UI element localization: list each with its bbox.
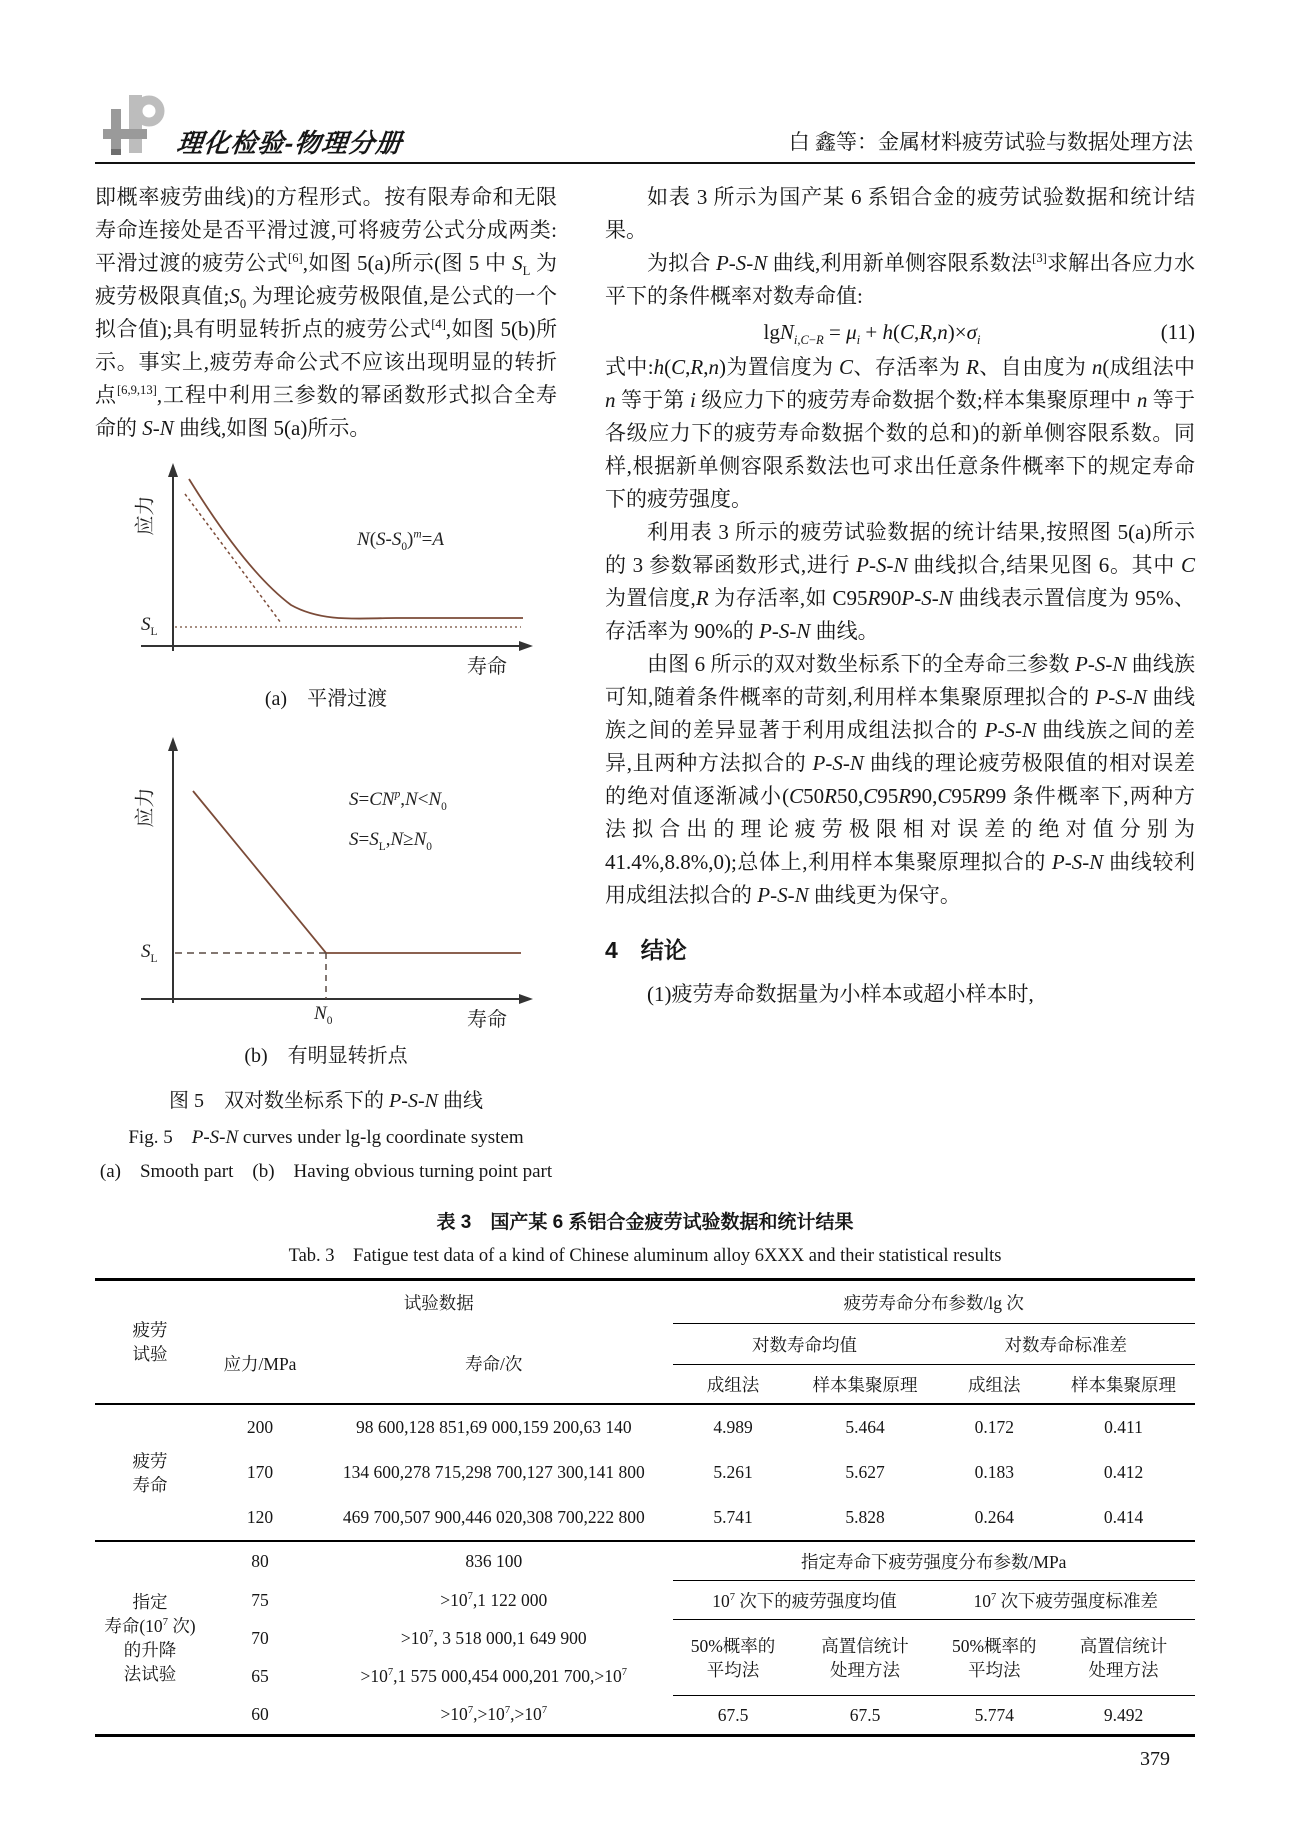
cell-strength-value: 67.5 bbox=[849, 1704, 881, 1725]
table-3 bbox=[95, 1278, 1195, 1737]
table-row bbox=[95, 1495, 1195, 1541]
cell-life: $>10^7,1$ 122 000 bbox=[440, 1589, 548, 1610]
header-dist-params: 疲劳寿命分布参数/lg 次 bbox=[673, 1280, 1196, 1324]
cell-strength-value: 9.492 bbox=[1103, 1704, 1144, 1725]
header-test-data: 试验数据 bbox=[403, 1292, 474, 1313]
table-header-row bbox=[95, 1324, 1195, 1365]
figure-5a bbox=[111, 459, 541, 678]
cell-stress: 170 bbox=[246, 1462, 274, 1482]
header-group-label: 疲劳 试验 bbox=[95, 1280, 205, 1405]
running-head: 白 鑫等：金属材料疲劳试验与数据处理方法 bbox=[788, 130, 1193, 154]
equation-11 bbox=[605, 313, 1195, 351]
left-column bbox=[95, 181, 557, 1183]
figure-b-formula-1: $S=CN^p,N<N_0$ bbox=[349, 788, 447, 813]
cell-mean-group: 4.989 bbox=[713, 1417, 753, 1437]
paragraph: 为拟合 P-S-N 曲线,利用新单侧容限系数法[3]求解出各应力水平下的条件概率对数寿命值: bbox=[605, 251, 1196, 308]
header-sample-agg: 样本集聚原理 bbox=[794, 1365, 937, 1405]
table-row bbox=[95, 1581, 1195, 1620]
cell-mean-agg: 5.464 bbox=[845, 1417, 885, 1437]
header-method-mean: 50%概率的 平均法 bbox=[673, 1620, 794, 1696]
cell-std-agg: 0.412 bbox=[1103, 1462, 1144, 1482]
cell-stress: 80 bbox=[251, 1550, 269, 1571]
figure5-caption-cn: 图 5 双对数坐标系下的 P-S-N 曲线 bbox=[169, 1090, 483, 1112]
cell-life: 469 700,507 900,446 020,308 700,222 800 bbox=[315, 1495, 673, 1541]
header-group-method: 成组法 bbox=[673, 1365, 794, 1405]
table-3-title-cn: 表 3 国产某 6 系铝合金疲劳试验数据和统计结果 bbox=[436, 1212, 854, 1233]
figure-5b bbox=[111, 731, 541, 1031]
table-row bbox=[95, 1404, 1195, 1450]
paragraph: 即概率疲劳曲线)的方程形式。按有限寿命和无限寿命连接处是否平滑过渡,可将疲劳公式分成两类:平滑过渡的疲劳公式[6],如图 5(a)所示(图 5 中 $S_L$ 为疲劳极限真值$;S_0$ 为理论疲劳极限值,是公式的一个拟合值);具有明显转折点的疲劳公式[4],如图 5(b)所示。事实上,疲劳寿命公式不应该出现明显的转折点[6,9,13],工程中利用三参数的幂函数形式拟合全寿命的 S-N 曲线,如图 5(a)所示。 bbox=[95, 185, 558, 440]
figure-b-y-axis-label: 应力 bbox=[134, 787, 157, 828]
cell-stress: 65 bbox=[251, 1666, 269, 1686]
cell-stress: 120 bbox=[205, 1495, 315, 1541]
table-row bbox=[95, 1696, 1195, 1736]
figure-b-sl-label: $S_L$ bbox=[141, 941, 158, 965]
cell-std-agg: 0.414 bbox=[1052, 1495, 1195, 1541]
cell-life: 98 600,128 851,69 000,159 200,63 140 bbox=[355, 1417, 632, 1437]
section-4-heading: 4 结论 bbox=[605, 937, 687, 963]
page-content bbox=[95, 181, 1195, 1737]
header-strength-params: 指定寿命下疲劳强度分布参数/MPa bbox=[673, 1541, 1196, 1581]
row-group-updown-test: 指定 寿命($10^7$ 次) 的升降 法试验 bbox=[104, 1592, 196, 1684]
paragraph: (1)疲劳寿命数据量为小样本或超小样本时, bbox=[647, 982, 1034, 1006]
figure-a-sl-label: $S_L$ bbox=[141, 614, 158, 638]
cell-stress: 60 bbox=[251, 1704, 269, 1725]
table-header-row bbox=[95, 1280, 1195, 1324]
table-row bbox=[95, 1450, 1195, 1495]
cell-life: $>10^7$, 3 518 000,1 649 900 bbox=[400, 1628, 587, 1648]
cell-mean-group: 5.261 bbox=[713, 1462, 753, 1482]
paragraph: 式中:h(C,R,n)为置信度为 C、存活率为 R、自由度为 n(成组法中 n 等于第 i 级应力下的疲劳寿命数据个数;样本集聚原理中 n 等于各级应力下的疲劳寿命数据个数的总和)的新单侧容限系数。同样,根据新单侧容限系数法也可求出任意条件概率下的规定寿命下的疲劳强度。 bbox=[605, 355, 1196, 511]
cell-life: $>10^7,1$ 575 000,454 000,201 $700,>10^7$ bbox=[360, 1666, 627, 1686]
figure-a-x-axis-label: 寿命 bbox=[467, 656, 507, 678]
equation-11-number: (11) bbox=[1160, 320, 1195, 344]
right-column bbox=[605, 181, 1195, 1183]
header-stress: 应力/MPa bbox=[205, 1324, 315, 1405]
journal-logo-icon bbox=[103, 93, 165, 162]
cell-life: $>10^7,>10^7,>10^7$ bbox=[440, 1704, 548, 1725]
journal-name: 理化检验-物理分册 bbox=[175, 128, 405, 158]
cell-stress: 70 bbox=[251, 1628, 269, 1648]
cell-std-agg: 0.411 bbox=[1104, 1417, 1143, 1437]
figure-b-n0-label: $N_0$ bbox=[314, 1003, 333, 1027]
header-log-mean: 对数寿命均值 bbox=[673, 1324, 937, 1365]
paragraph: 利用表 3 所示的疲劳试验数据的统计结果,按照图 5(a)所示的 3 参数幂函数形式,进行 P-S-N 曲线拟合,结果见图 6。其中 C 为置信度,R 为存活率,如 C95R90P-S-N 曲线表示置信度为 95%、存活率为 90%的 P-S-N 曲线。 bbox=[605, 520, 1196, 643]
cell-stress: 75 bbox=[251, 1589, 269, 1610]
cell-life: 836 100 bbox=[465, 1550, 523, 1571]
figure-a-y-axis-label: 应力 bbox=[134, 495, 157, 536]
figure-b-caption: (b) 有明显转折点 bbox=[244, 1045, 408, 1067]
cell-mean-agg: 5.828 bbox=[794, 1495, 937, 1541]
cell-std-group: 0.172 bbox=[974, 1417, 1014, 1437]
header-sample-agg: 样本集聚原理 bbox=[1052, 1365, 1195, 1405]
header-life: 寿命/次 bbox=[315, 1324, 673, 1405]
cell-std-group: 0.264 bbox=[937, 1495, 1053, 1541]
table-row bbox=[95, 1541, 1195, 1581]
header-strength-std: $10^7$ 次下疲劳强度标准差 bbox=[937, 1581, 1196, 1620]
table-3-section bbox=[95, 1207, 1195, 1737]
figure5-caption-sub: (a) Smooth part (b) Having obvious turning point part bbox=[99, 1161, 553, 1182]
figure5-caption-en: Fig. 5 P-S-N curves under lg-lg coordinate system bbox=[128, 1127, 524, 1148]
figure-a-caption: (a) 平滑过渡 bbox=[264, 688, 388, 710]
header-group-method: 成组法 bbox=[937, 1365, 1053, 1405]
cell-strength-value: 67.5 bbox=[717, 1704, 749, 1725]
header-strength-mean: $10^7$ 次下的疲劳强度均值 bbox=[673, 1581, 937, 1620]
cell-life: 134 600,278 715,298 700,127 300,141 800 bbox=[342, 1462, 645, 1482]
figure-b-formula-2: $S=S_L,N\ge N_0$ bbox=[349, 829, 432, 853]
table-3-title-en: Tab. 3 Fatigue test data of a kind of Chinese aluminum alloy 6XXX and their statistical results bbox=[288, 1246, 1002, 1266]
header-method-mean: 50%概率的 平均法 bbox=[937, 1620, 1053, 1696]
cell-strength-value: 5.774 bbox=[974, 1704, 1014, 1725]
cell-stress: 200 bbox=[246, 1417, 274, 1437]
paragraph: 如表 3 所示为国产某 6 系铝合金的疲劳试验数据和统计结果。 bbox=[605, 185, 1195, 242]
equation-11-body: $\lg N_{i,C-R} = \mu_i + h(C,R,n)\times\sigma_i$ bbox=[763, 320, 981, 348]
row-group-fatigue-life: 疲劳 寿命 bbox=[95, 1404, 205, 1541]
cell-std-group: 0.183 bbox=[974, 1462, 1014, 1482]
cell-mean-agg: 5.627 bbox=[845, 1462, 885, 1482]
header-log-std: 对数寿命标准差 bbox=[937, 1324, 1196, 1365]
figure-b-x-axis-label: 寿命 bbox=[467, 1009, 507, 1031]
figure-a-formula: $N(S-S_0)^m=A$ bbox=[357, 528, 444, 553]
cell-mean-group: 5.741 bbox=[673, 1495, 794, 1541]
header-method-highconf: 高置信统计 处理方法 bbox=[1052, 1620, 1195, 1696]
table-row bbox=[95, 1620, 1195, 1658]
page-header bbox=[95, 92, 1195, 164]
paragraph: 由图 6 所示的双对数坐标系下的全寿命三参数 P-S-N 曲线族可知,随着条件概率的苛刻,利用样本集聚原理拟合的 P-S-N 曲线族之间的差异显著于利用成组法拟合的 P-S-N 曲线族之间的差异,且两种方法拟合的 P-S-N 曲线的理论疲劳极限值的相对误差的绝对值逐渐减小(C50R50,C95R90,C95R99 条件概率下,两种方法拟合出的理论疲劳极限相对误差的绝对值分别为 41.4%,8.8%,0);总体上,利用样本集聚原理拟合的 P-S-N 曲线较利用成组法拟合的 P-S-N 曲线更为保守。 bbox=[605, 652, 1196, 907]
header-method-highconf: 高置信统计 处理方法 bbox=[794, 1620, 937, 1696]
page-number: 379 bbox=[1140, 1748, 1170, 1770]
